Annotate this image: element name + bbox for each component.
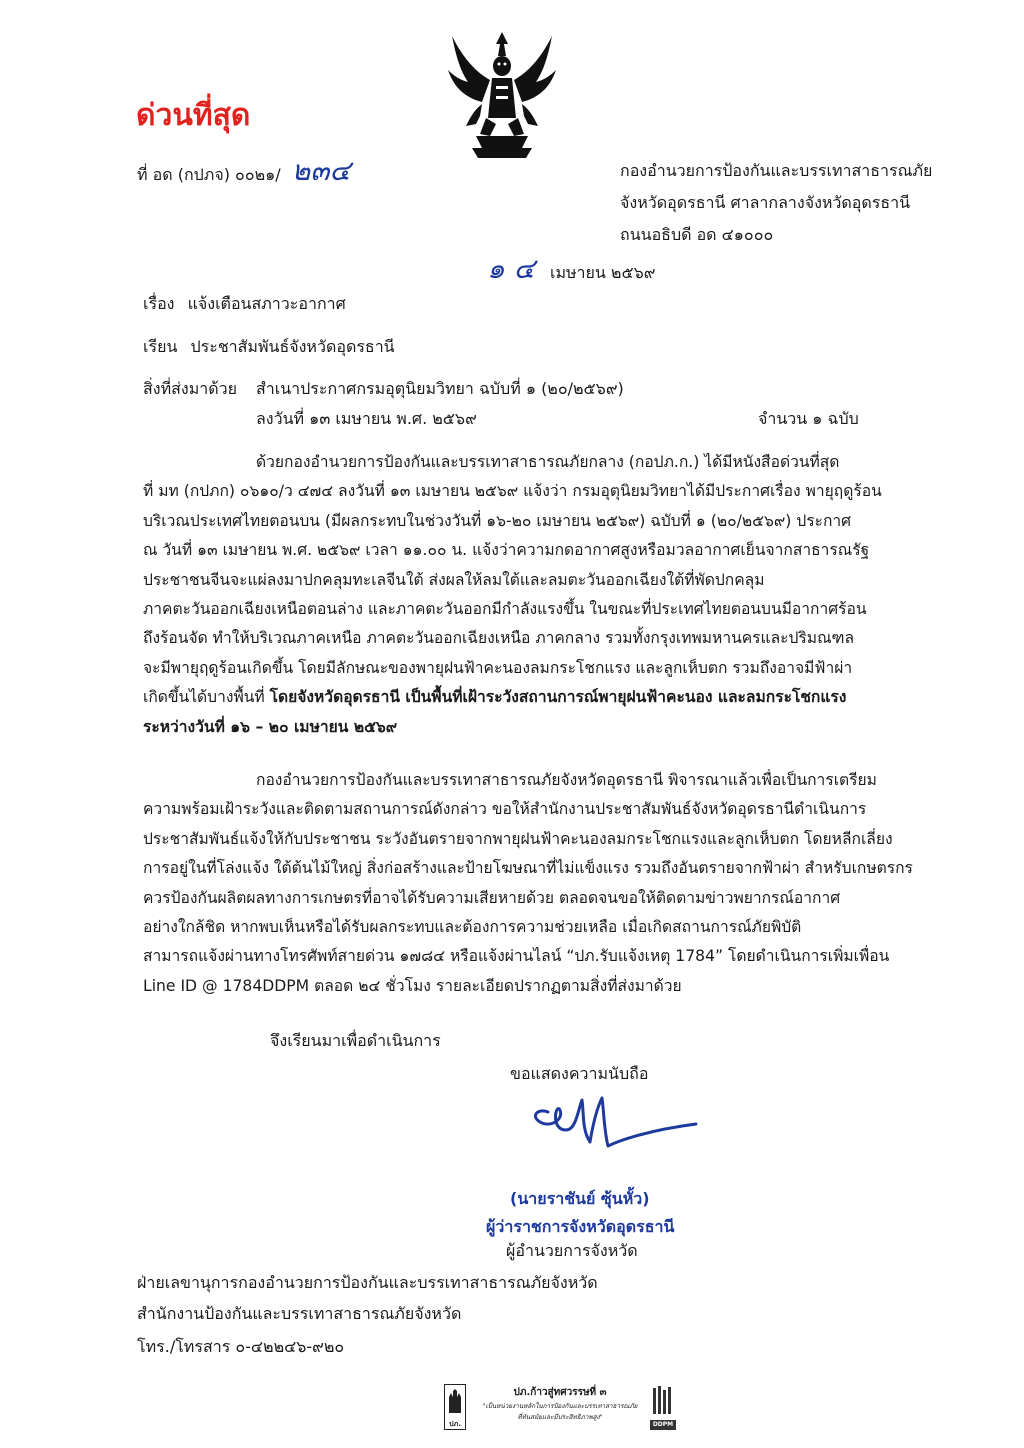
subject-label: เรื่อง: [143, 294, 175, 313]
closing-regards: ขอแสดงความนับถือ: [510, 1064, 649, 1083]
handwritten-signature: [520, 1090, 700, 1160]
paragraph-2-line: ประชาสัมพันธ์แจ้งให้กับประชาชน ระวังอันตรายจากพายุฝนฟ้าคะนองลมกระโชกแรงและลูกเห็บตก โดยหลีกเลี่ยง: [143, 829, 893, 848]
body-paragraph-2: [143, 766, 967, 1001]
logo-left-caption: ปภ.: [449, 1420, 461, 1428]
date-day-handwritten: ๑ ๔: [487, 252, 535, 285]
logo-right-caption: DDPM: [650, 1420, 676, 1430]
paragraph-1-line-9-normal: เกิดขึ้นได้บางพื้นที่: [143, 688, 270, 707]
recipient-label: เรียน: [143, 337, 178, 356]
paragraph-1-line-9: [143, 683, 967, 712]
org-address-line-1: กองอำนวยการป้องกันและบรรเทาสาธารณภัย: [620, 161, 933, 180]
paragraph-1-line: ภาคตะวันออกเฉียงเหนือตอนล่าง และภาคตะวันออกมีกำลังแรงขึ้น ในขณะที่ประเทศไทยตอนบนมีอากาศร้อน: [143, 600, 867, 619]
paragraph-1-line: ประชาชนจีนจะแผ่ลงมาปกคลุมทะเลจีนใต้ ส่งผลให้ลมใต้และลมตะวันออกเฉียงใต้ที่พัดปกคลุม: [143, 570, 765, 589]
recipient-line: [143, 336, 395, 358]
paragraph-2-line: สามารถแจ้งผ่านทางโทรศัพท์สายด่วน ๑๗๘๔ หรือแจ้งผ่านไลน์ “ปภ.รับแจ้งเหตุ 1784” โดยดำเนินการเพิ่มเพื่อน: [143, 947, 890, 966]
attachment-quantity: จำนวน ๑ ฉบับ: [758, 409, 859, 428]
paragraph-1-line: ที่ มท (กปภก) ๐๖๑๐/ว ๔๗๔ ลงวันที่ ๑๓ เมษายน ๒๕๖๙ แจ้งว่า กรมอุตุนิยมวิทยาได้มีประกาศเรื่อง พายุฤดูร้อน: [143, 482, 882, 501]
paragraph-2-line: ควรป้องกันผลิตผลทางการเกษตรที่อาจได้รับความเสียหายด้วย ตลอดจนขอให้ติดตามข่าวพยากรณ์อากาศ: [143, 888, 841, 907]
body-paragraph-1: [143, 448, 967, 742]
footer-slogan-block: [444, 1384, 679, 1432]
document-number: [137, 154, 351, 187]
signatory-name: (นายราชันย์ ซุ้นหั้ว): [510, 1189, 650, 1208]
closing-request: จึงเรียนมาเพื่อดำเนินการ: [270, 1031, 441, 1050]
paragraph-1-line: จะมีพายุฤดูร้อนเกิดขึ้น โดยมีลักษณะของพายุฝนฟ้าคะนองลมกระโชกแรง และลูกเห็บตก รวมถึงอาจมีฟ้าผ่า: [143, 658, 853, 677]
document-number-handwritten: ๒๓๔: [291, 154, 351, 187]
signatory-position: ผู้ว่าราชการจังหวัดอุดรธานี: [486, 1217, 675, 1236]
date-month-year: เมษายน ๒๕๖๙: [549, 263, 656, 282]
paragraph-2-line: การอยู่ในที่โล่งแจ้ง ใต้ต้นไม้ใหญ่ สิ่งก่อสร้างและป้ายโฆษณาที่ไม่แข็งแรง รวมถึงอันตรายจากฟ้าผ่า สำหรับเกษตรกร: [143, 859, 913, 878]
paragraph-2-line: ความพร้อมเฝ้าระวังและติดตามสถานการณ์ดังกล่าว ขอให้สำนักงานประชาสัมพันธ์จังหวัดอุดรธานีดำเนินการ: [143, 800, 867, 819]
org-address-line-2: จังหวัดอุดรธานี ศาลากลางจังหวัดอุดรธานี: [620, 193, 911, 212]
paragraph-1-line: บริเวณประเทศไทยตอนบน (มีผลกระทบในช่วงวันที่ ๑๖-๒๐ เมษายน ๒๕๖๙) ฉบับที่ ๑ (๒๐/๒๕๖๙) ประกาศ: [143, 511, 852, 530]
slogan-sub-2: ที่ทันสมัยและมีประสิทธิภาพสูง": [517, 1413, 603, 1421]
garuda-emblem-icon: [446, 30, 558, 160]
subject-line: [143, 293, 346, 315]
ddpm-hand-logo-icon: [444, 1384, 466, 1430]
slogan-sub-1: "เป็นหน่วยงานหลักในการป้องกันและบรรเทาสาธารณภัย: [482, 1402, 638, 1410]
org-address-line-3: ถนนอธิบดี อด ๔๑๐๐๐: [620, 225, 774, 244]
paragraph-1-line: ถึงร้อนจัด ทำให้บริเวณภาคเหนือ ภาคตะวันออกเฉียงเหนือ ภาคกลาง รวมทั้งกรุงเทพมหานครและปริมณฑล: [143, 629, 855, 648]
contact-line-1: ฝ่ายเลขานุการกองอำนวยการป้องกันและบรรเทาสาธารณภัยจังหวัด: [137, 1273, 598, 1292]
subject-value: แจ้งเตือนสภาวะอากาศ: [187, 294, 346, 313]
contact-line-3: โทร./โทรสาร ๐-๔๒๒๔๖-๙๒๐: [137, 1337, 345, 1356]
paragraph-2-line: Line ID @ 1784DDPM ตลอด ๒๔ ชั่วโมง รายละเอียดปรากฏตามสิ่งที่ส่งมาด้วย: [143, 976, 682, 995]
paragraph-1-line-9-bold: โดยจังหวัดอุดรธานี เป็นพื้นที่เฝ้าระวังสถานการณ์พายุฝนฟ้าคะนอง และลมกระโชกแรง: [269, 688, 847, 707]
paragraph-1-line: ด้วยกองอำนวยการป้องกันและบรรเทาสาธารณภัยกลาง (กอปภ.ก.) ได้มีหนังสือด่วนที่สุด: [256, 453, 840, 471]
recipient-value: ประชาสัมพันธ์จังหวัดอุดรธานี: [190, 337, 395, 356]
document-date: [487, 252, 656, 285]
paragraph-2-line: อย่างใกล้ชิด หากพบเห็นหรือได้รับผลกระทบและต้องการความช่วยเหลือ เมื่อเกิดสถานการณ์ภัยพิบัติ: [143, 918, 802, 937]
attachment-label: สิ่งที่ส่งมาด้วย: [143, 379, 237, 398]
paragraph-2-line: กองอำนวยการป้องกันและบรรเทาสาธารณภัยจังหวัดอุดรธานี พิจารณาแล้วเพื่อเป็นการเตรียม: [256, 771, 877, 789]
ddpm-logo-icon: [650, 1384, 676, 1430]
attachment-line-2: ลงวันที่ ๑๓ เมษายน พ.ศ. ๒๕๖๙: [256, 409, 477, 428]
paragraph-1-line: ณ วันที่ ๑๓ เมษายน พ.ศ. ๒๕๖๙ เวลา ๑๑.๐๐ น. แจ้งว่าความกดอากาศสูงหรือมวลอากาศเย็นจากสาธารณรัฐ: [143, 541, 870, 560]
signatory-role: ผู้อำนวยการจังหวัด: [506, 1241, 638, 1260]
contact-line-2: สำนักงานป้องกันและบรรเทาสาธารณภัยจังหวัด: [137, 1304, 462, 1323]
slogan-title: ปภ.ก้าวสู่ทศวรรษที่ ๓: [513, 1387, 607, 1398]
paragraph-1-line-10-bold: ระหว่างวันที่ ๑๖ – ๒๐ เมษายน ๒๕๖๙: [143, 717, 398, 736]
attachment-line-1: สำเนาประกาศกรมอุตุนิยมวิทยา ฉบับที่ ๑ (๒๐/๒๕๖๙): [256, 379, 624, 398]
ddpm-mark-icon: [650, 1384, 676, 1418]
document-number-prefix: ที่ อด (กปภจ) ๐๐๒๑/: [137, 165, 281, 184]
hand-icon: [445, 1387, 464, 1415]
urgency-label: ด่วนที่สุด: [136, 98, 251, 133]
